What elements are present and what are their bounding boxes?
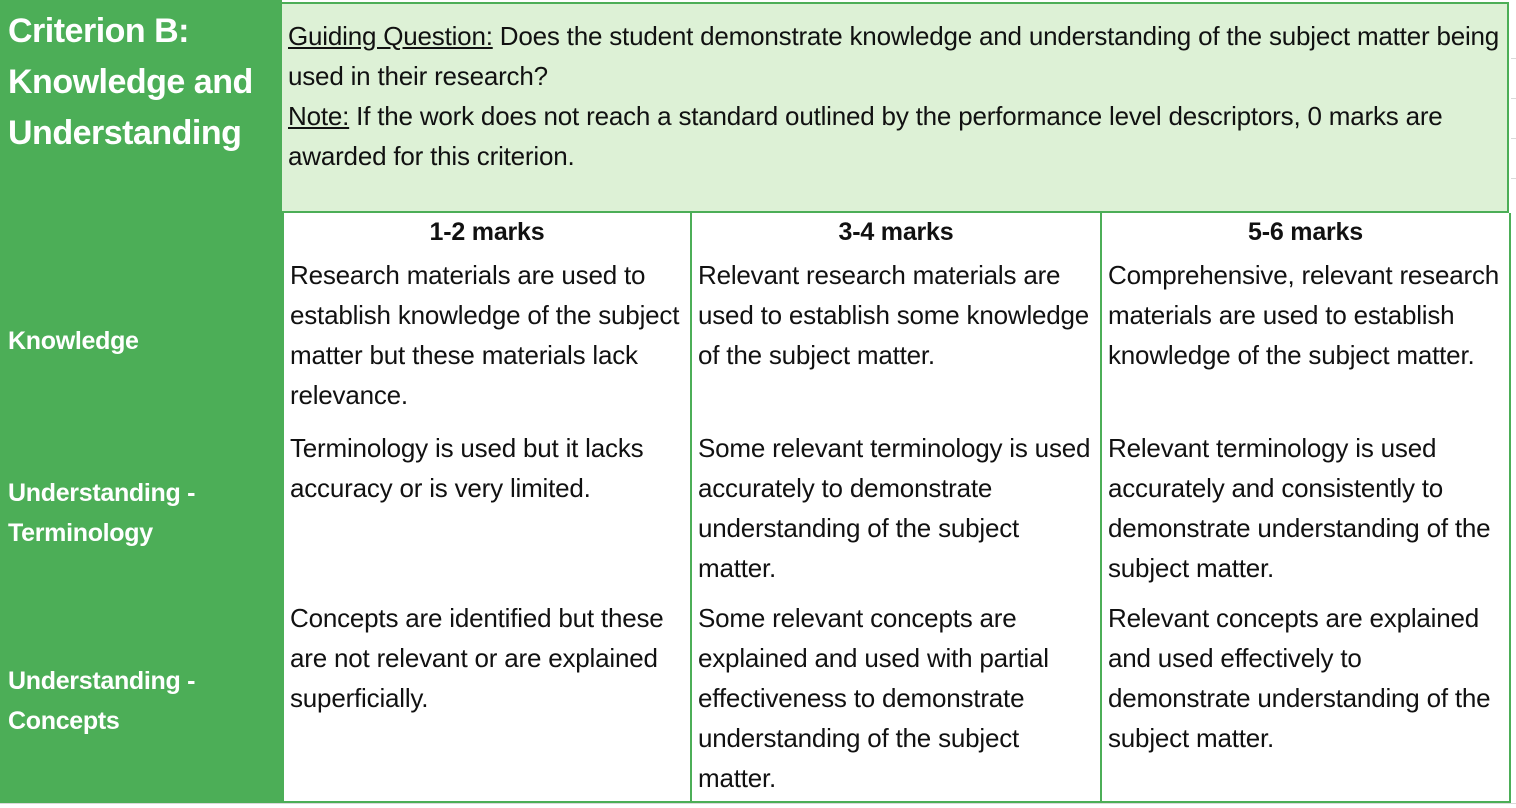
sheet-bottom-gridline bbox=[0, 803, 1516, 808]
row-label-terminology-line-1: Understanding - bbox=[8, 479, 196, 507]
criterion-column[interactable] bbox=[0, 0, 282, 803]
row-label-knowledge bbox=[8, 321, 280, 361]
column-header-5-6-marks[interactable]: 5-6 marks bbox=[1100, 213, 1511, 254]
guiding-question-label: Guiding Question: bbox=[288, 21, 493, 51]
cell-knowledge-5-6[interactable]: Comprehensive, relevant research materials are used to establish knowledge of the subject matter. bbox=[1100, 252, 1511, 427]
criterion-title-line-1: Criterion B: bbox=[8, 12, 189, 50]
column-header-3-4-marks[interactable]: 3-4 marks bbox=[690, 213, 1102, 254]
guiding-question-text: Does the student demonstrate knowledge and understanding of the subject matter being used in their research? bbox=[288, 21, 1500, 91]
cell-terminology-3-4[interactable]: Some relevant terminology is used accurately to demonstrate understanding of the subject matter. bbox=[690, 425, 1102, 597]
gridline bbox=[1511, 98, 1516, 99]
cell-terminology-1-2[interactable]: Terminology is used but it lacks accuracy or is very limited. bbox=[282, 425, 692, 597]
cell-knowledge-1-2[interactable]: Research materials are used to establish knowledge of the subject matter but these materials lack relevance. bbox=[282, 252, 692, 427]
criterion-title-line-2: Knowledge and bbox=[8, 63, 253, 101]
column-header-1-2-marks[interactable]: 1-2 marks bbox=[282, 213, 692, 254]
guiding-question-cell[interactable] bbox=[282, 2, 1509, 213]
cell-concepts-1-2[interactable]: Concepts are identified but these are not relevant or are explained superficially. bbox=[282, 595, 692, 803]
row-label-terminology bbox=[8, 473, 280, 553]
note-label: Note: bbox=[288, 101, 350, 131]
criterion-note bbox=[288, 96, 1501, 176]
row-label-terminology-line-2: Terminology bbox=[8, 519, 153, 547]
gridline bbox=[1511, 178, 1516, 179]
criterion-title-line-3: Understanding bbox=[8, 114, 242, 152]
criterion-title bbox=[8, 6, 280, 159]
row-label-knowledge-line-1: Knowledge bbox=[8, 327, 139, 355]
guiding-question bbox=[288, 16, 1501, 96]
row-label-concepts bbox=[8, 661, 280, 741]
row-label-concepts-line-2: Concepts bbox=[8, 707, 120, 735]
row-label-concepts-line-1: Understanding - bbox=[8, 667, 196, 695]
gridline bbox=[1511, 58, 1516, 59]
cell-terminology-5-6[interactable]: Relevant terminology is used accurately and consistently to demonstrate understanding of the subject matter. bbox=[1100, 425, 1511, 597]
gridline bbox=[1511, 138, 1516, 139]
cell-concepts-5-6[interactable]: Relevant concepts are explained and used effectively to demonstrate understanding of the subject matter. bbox=[1100, 595, 1511, 803]
note-text: If the work does not reach a standard outlined by the performance level descriptors, 0 marks are awarded for this criterion. bbox=[288, 101, 1443, 171]
cell-knowledge-3-4[interactable]: Relevant research materials are used to establish some knowledge of the subject matter. bbox=[690, 252, 1102, 427]
cell-concepts-3-4[interactable]: Some relevant concepts are explained and used with partial effectiveness to demonstrate understanding of the subject matter. bbox=[690, 595, 1102, 803]
